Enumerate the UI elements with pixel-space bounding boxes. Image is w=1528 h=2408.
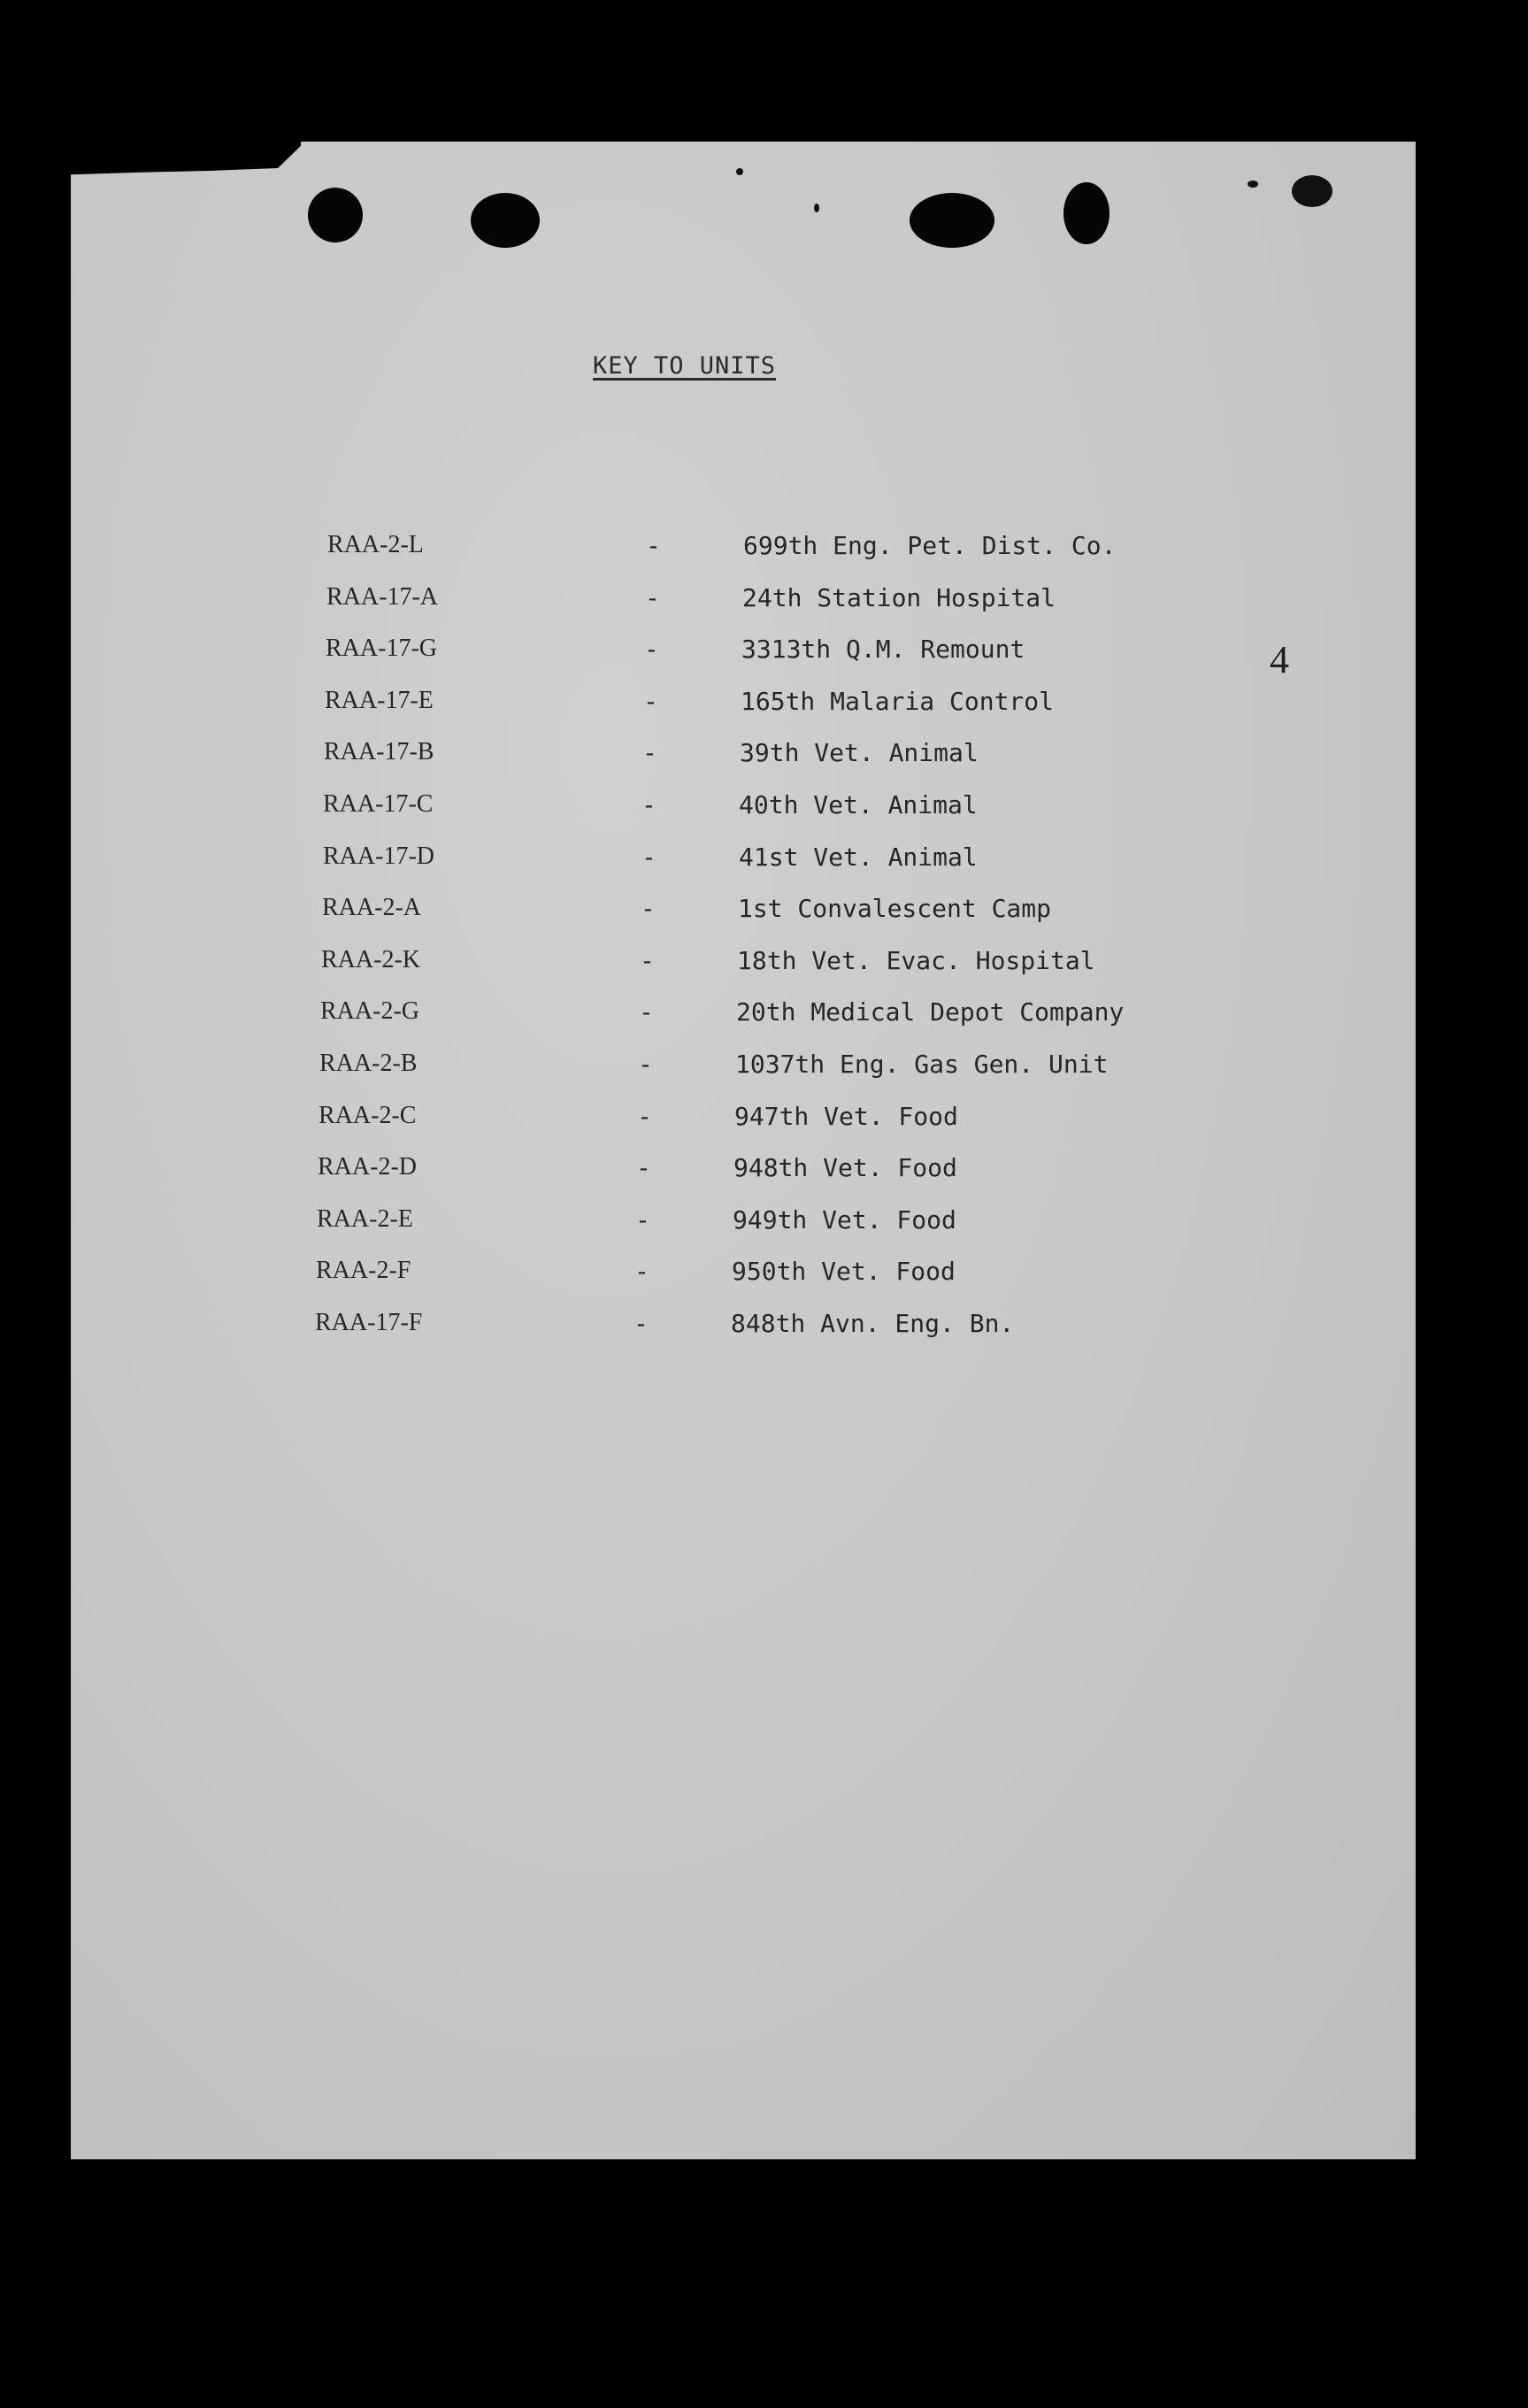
unit-row <box>323 790 1208 826</box>
unit-name: 41st Vet. Animal <box>739 842 978 872</box>
unit-name: 165th Malaria Control <box>741 687 1055 716</box>
unit-name: 947th Vet. Food <box>734 1102 958 1131</box>
unit-code: RAA-2-G <box>320 997 419 1025</box>
unit-code: RAA-17-F <box>315 1309 423 1336</box>
separator-dash: - <box>645 583 660 612</box>
separator-dash: - <box>638 1050 653 1079</box>
unit-name: 699th Eng. Pet. Dist. Co. <box>743 531 1117 560</box>
unit-name: 40th Vet. Animal <box>739 790 978 819</box>
document-page <box>71 142 1416 2159</box>
ink-speck <box>814 204 819 212</box>
unit-name: 950th Vet. Food <box>732 1257 956 1286</box>
punch-hole <box>1063 182 1110 244</box>
ink-speck <box>736 168 743 175</box>
punch-hole <box>471 193 540 248</box>
unit-row <box>315 1309 1200 1344</box>
separator-dash: - <box>646 531 661 560</box>
separator-dash: - <box>644 635 659 664</box>
unit-code: RAA-2-E <box>317 1205 413 1233</box>
unit-code: RAA-2-K <box>321 946 420 973</box>
unit-row <box>323 842 1208 878</box>
unit-row <box>320 997 1205 1033</box>
unit-code: RAA-2-A <box>322 894 421 921</box>
separator-dash: - <box>635 1205 650 1235</box>
unit-name: 3313th Q.M. Remount <box>741 635 1025 664</box>
unit-code: RAA-2-F <box>316 1257 411 1284</box>
unit-row <box>322 894 1207 929</box>
separator-dash: - <box>641 894 656 923</box>
unit-row <box>319 1102 1203 1137</box>
unit-name: 20th Medical Depot Company <box>736 997 1125 1027</box>
separator-dash: - <box>636 1153 651 1182</box>
unit-code: RAA-17-G <box>326 635 437 662</box>
unit-code: RAA-17-E <box>325 687 434 714</box>
separator-dash: - <box>633 1309 649 1338</box>
unit-name: 1037th Eng. Gas Gen. Unit <box>735 1050 1109 1079</box>
unit-row <box>317 1205 1202 1241</box>
unit-code: RAA-2-L <box>327 531 424 558</box>
unit-row <box>326 635 1210 670</box>
unit-code: RAA-17-A <box>326 583 438 611</box>
ink-speck <box>1292 175 1332 207</box>
unit-name: 948th Vet. Food <box>733 1153 957 1182</box>
unit-code: RAA-17-B <box>324 738 434 765</box>
unit-row <box>318 1153 1202 1189</box>
separator-dash: - <box>641 790 657 819</box>
punch-hole <box>308 188 363 242</box>
separator-dash: - <box>643 687 658 716</box>
separator-dash: - <box>634 1257 649 1286</box>
separator-dash: - <box>641 842 657 872</box>
unit-row <box>324 738 1209 773</box>
unit-code: RAA-17-C <box>323 790 434 818</box>
unit-code: RAA-2-C <box>319 1102 417 1129</box>
page-number: 4 <box>1270 638 1289 681</box>
unit-name: 1st Convalescent Camp <box>738 894 1052 923</box>
unit-name: 18th Vet. Evac. Hospital <box>737 946 1095 975</box>
unit-name: 848th Avn. Eng. Bn. <box>731 1309 1015 1338</box>
unit-code: RAA-2-D <box>318 1153 417 1181</box>
unit-row <box>326 583 1211 619</box>
unit-row <box>319 1050 1204 1085</box>
punch-hole <box>910 193 994 248</box>
unit-row <box>316 1257 1201 1292</box>
unit-name: 39th Vet. Animal <box>740 738 979 767</box>
document-heading: KEY TO UNITS <box>593 352 777 380</box>
torn-edge <box>71 142 301 195</box>
unit-name: 949th Vet. Food <box>733 1205 956 1235</box>
unit-row <box>321 946 1206 981</box>
separator-dash: - <box>637 1102 652 1131</box>
unit-row <box>327 531 1212 566</box>
ink-speck <box>1248 181 1258 188</box>
unit-name: 24th Station Hospital <box>742 583 1056 612</box>
unit-code: RAA-17-D <box>323 842 434 870</box>
unit-code: RAA-2-B <box>319 1050 418 1077</box>
separator-dash: - <box>639 997 654 1027</box>
separator-dash: - <box>642 738 657 767</box>
separator-dash: - <box>640 946 655 975</box>
unit-row <box>325 687 1209 722</box>
